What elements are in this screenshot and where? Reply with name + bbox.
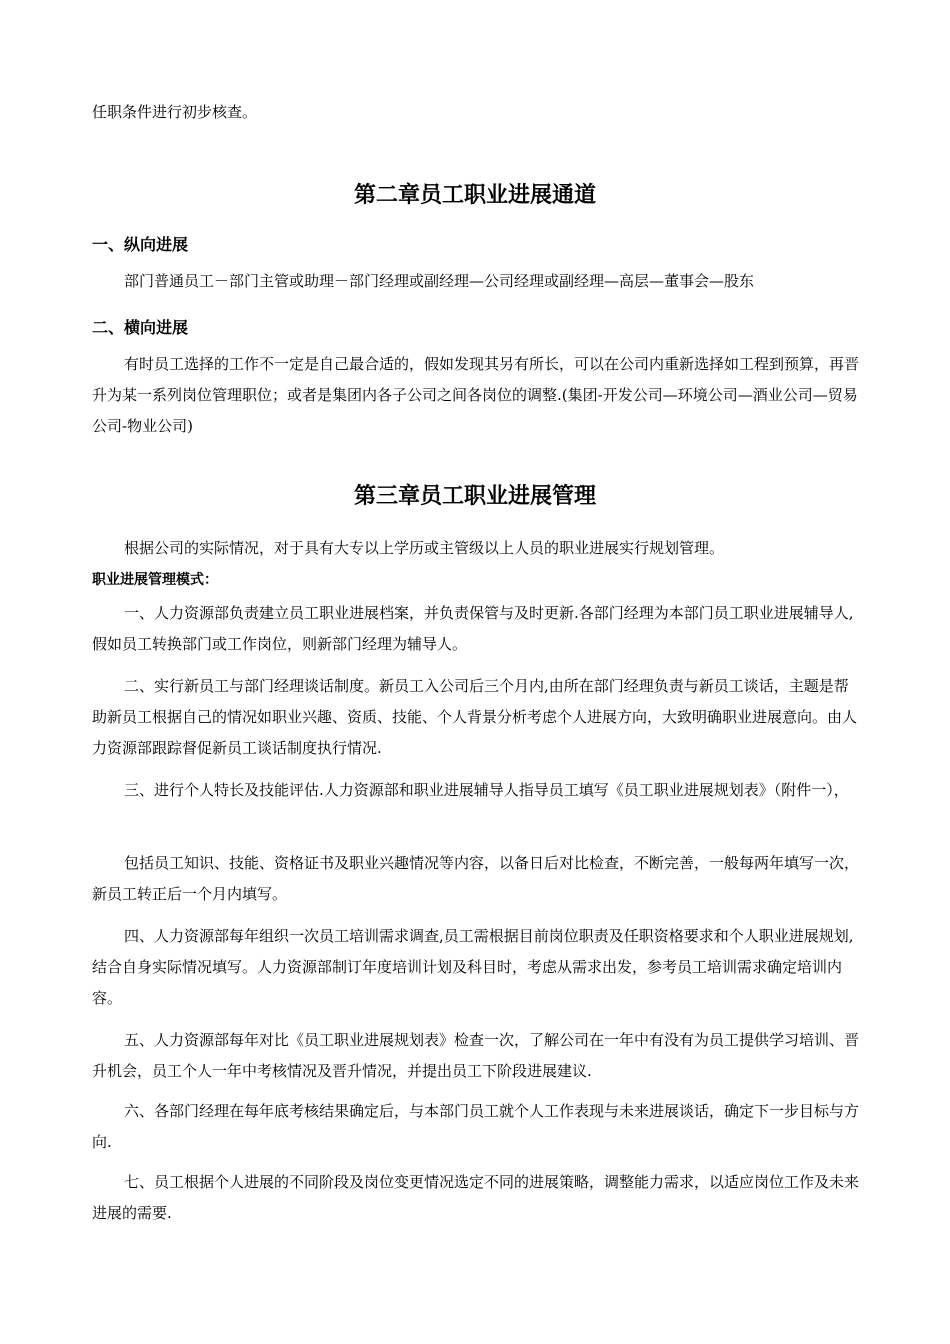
intro-continuation: 任职条件进行初步核查。 xyxy=(92,103,258,121)
list-item: 包括员工知识、技能、资格证书及职业兴趣情况等内容，以备日后对比检查，不断完善，一般每两年填写一次，新员工转正后一个月内填写。 xyxy=(92,854,860,903)
section-horizontal-heading: 二、横向进展 xyxy=(92,318,189,337)
list-item: 三、进行个人特长及技能评估.人力资源部和职业进展辅导人指导员工填写《员工职业进展规划表》（附件一）， xyxy=(124,781,849,799)
list-item: 五、人力资源部每年对比《员工职业进展规划表》检查一次，了解公司在一年中有没有为员工提供学习培训、晋升机会，员工个人一年中考核情况及晋升情况，并提出员工下阶段进展建议. xyxy=(92,1031,860,1080)
section-vertical-heading: 一、纵向进展 xyxy=(92,235,189,254)
list-item: 一、人力资源部负责建立员工职业进展档案，并负责保管与及时更新.各部门经理为本部门员工职业进展辅导人,假如员工转换部门或工作岗位，则新部门经理为辅导人。 xyxy=(92,604,854,653)
section-horizontal-text: 有时员工选择的工作不一定是自己最合适的，假如发现其另有所长，可以在公司内重新选择如工程到预算，再晋升为某一系列岗位管理职位；或者是集团内各子公司之间各岗位的调整.(集团-开发公司—环境公司—酒业公司—贸易公司-物业公司) xyxy=(92,355,860,435)
section-vertical-text: 部门普通员工－部门主管或助理－部门经理或副经理—公司经理或副经理—高层—董事会—股东 xyxy=(124,272,755,290)
chapter-2-title: 第二章员工职业进展通道 xyxy=(353,183,596,208)
list-item: 二、实行新员工与部门经理谈话制度。新员工入公司后三个月内,由所在部门经理负责与新员工谈话，主题是帮助新员工根据自己的情况如职业兴趣、资质、技能、个人背景分析考虑个人进展方向，大致明确职业进展意向。由人力资源部跟踪督促新员工谈话制度执行情况. xyxy=(92,677,858,757)
chapter-3-title: 第三章员工职业进展管理 xyxy=(353,484,596,509)
management-mode-label: 职业进展管理模式： xyxy=(92,572,218,588)
chapter-3-intro: 根据公司的实际情况，对于具有大专以上学历或主管级以上人员的职业进展实行规划管理。 xyxy=(124,539,725,557)
list-item: 七、员工根据个人进展的不同阶段及岗位变更情况选定不同的进展策略，调整能力需求，以适应岗位工作及未来进展的需要. xyxy=(92,1173,860,1222)
list-item: 四、人力资源部每年组织一次员工培训需求调查,员工需根据目前岗位职责及任职资格要求和个人职业进展规划,结合自身实际情况填写。人力资源部制订年度培训计划及科目时，考虑从需求出发，参考员工培训需求确定培训内容。 xyxy=(92,927,854,1007)
list-item: 六、各部门经理在每年底考核结果确定后，与本部门员工就个人工作表现与未来进展谈话，确定下一步目标与方向. xyxy=(92,1102,860,1151)
